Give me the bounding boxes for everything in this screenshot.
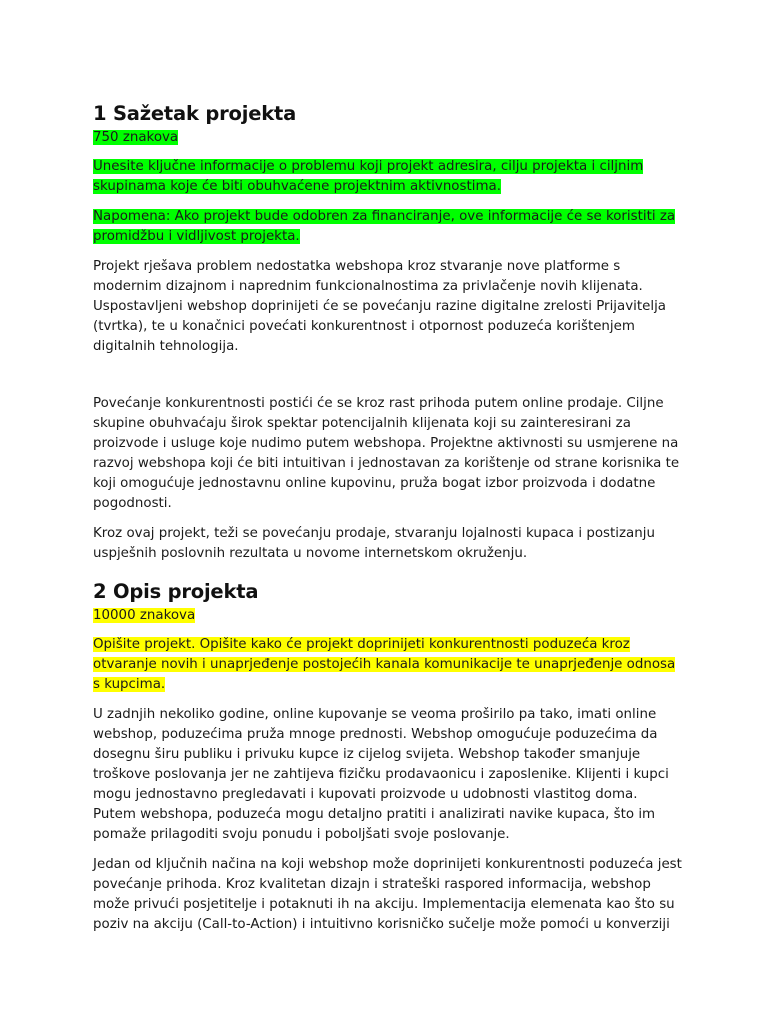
document-page (93, 100, 683, 945)
section-1-char-limit (93, 128, 683, 148)
section-2-instruction-1 (93, 635, 683, 695)
section-2-instruction-1-text: Opišite projekt. Opišite kako će projekt doprinijeti konkurentnosti poduzeća kroz otvaranje novih i unaprjeđenje postojećih kanala komunikacije te unaprjeđenje odnosa s kupcima. (93, 637, 676, 692)
section-1-paragraph: Povećanje konkurentnosti postići će se kroz rast prihoda putem online prodaje. Ciljne skupine obuhvaćaju širok spektar potencijalnih klijenata koji su zainteresirani za proizvode i usluge koje nudimo putem webshopa. Projektne aktivnosti su usmjerene na razvoj webshopa koji će biti intuitivan i jednostavan za korištenje od strane korisnika te koji omogućuje jednostavnu online kupovinu, pruža bogat izbor proizvoda i dodatne pogodnosti. (93, 396, 680, 511)
section-2-paragraph: U zadnjih nekoliko godine, online kupovanje se veoma proširilo pa tako, imati online webshop, poduzećima pruža mnoge prednosti. Webshop omogućuje poduzećima da dosegnu širu publiku i privuku kupce iz cijelog svijeta. Webshop također smanjuje troškove poslovanja jer ne zahtijeva fizičku prodavaonicu i zaposlenike. Klijenti i kupci mogu jednostavno pregledavati i kupovati proizvode u udobnosti vlastitog doma. Putem webshopa, poduzeća mogu detaljno pratiti i analizirati navike kupaca, što im pomaže prilagoditi svoju ponudu i poboljšati svoje poslovanje. (93, 707, 669, 842)
section-1-instruction-2 (93, 207, 683, 247)
section-1-heading: 1 Sažetak projekta (93, 102, 297, 125)
section-1-instruction-2-text: Napomena: Ako projekt bude odobren za financiranje, ove informacije će se koristiti za promidžbu i vidljivost projekta. (93, 209, 676, 244)
section-1-paragraph: Projekt rješava problem nedostatka webshopa kroz stvaranje nove platforme s modernim dizajnom i naprednim funkcionalnostima za privlačenje novih klijenata. Uspostavljeni webshop doprinijeti će se povećanju razine digitalne zrelosti Prijavitelja (tvrtka), te u konačnici povećati konkurentnost i otpornost poduzeća korištenjem digitalnih tehnologija. (93, 259, 666, 354)
section-1-instruction-1 (93, 157, 683, 197)
section-2-paragraph: Jedan od ključnih načina na koji webshop može doprinijeti konkurentnosti poduzeća jest povećanje prihoda. Kroz kvalitetan dizajn i strateški raspored informacija, webshop može privući posjetitelje i potaknuti ih na akciju. Implementacija elemenata kao što su poziv na akciju (Call-to-Action) i intuitivno korisničko sučelje može pomoći u konverziji (93, 857, 682, 932)
section-1-paragraph: Kroz ovaj projekt, teži se povećanju prodaje, stvaranju lojalnosti kupaca i postizanju uspješnih poslovnih rezultata u novome internetskom okruženju. (93, 526, 655, 561)
blank-line (93, 367, 683, 394)
section-1-instruction-1-text: Unesite ključne informacije o problemu koji projekt adresira, cilju projekta i ciljnim skupinama koje će biti obuhvaćene projektnim aktivnostima. (93, 159, 644, 194)
section-1-char-limit-text: 750 znakova (93, 130, 179, 145)
section-2-heading: 2 Opis projekta (93, 580, 259, 603)
section-2-char-limit (93, 606, 683, 626)
section-2-char-limit-text: 10000 znakova (93, 608, 196, 623)
